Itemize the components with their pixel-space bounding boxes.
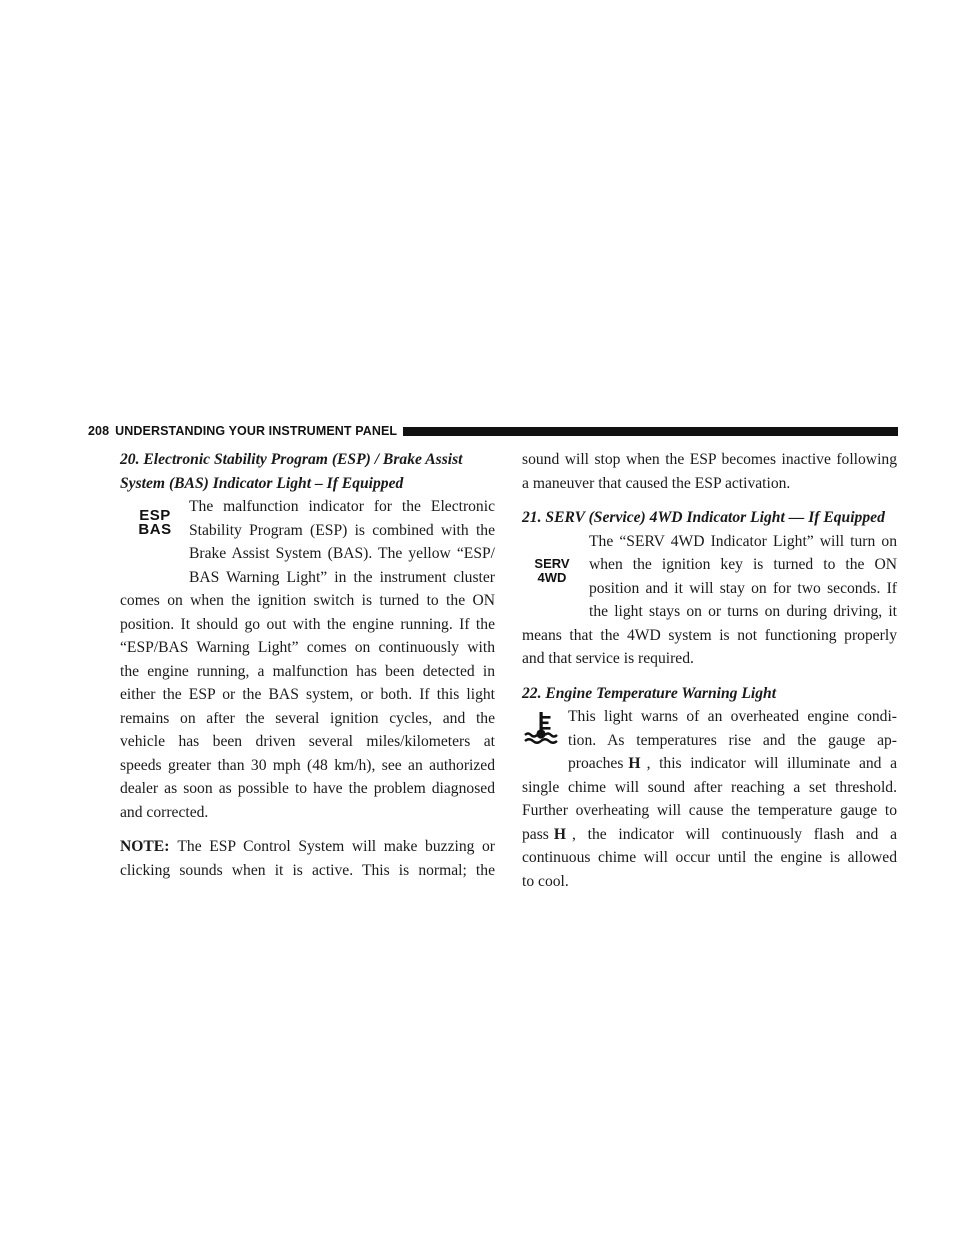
gauge-h-mark: H bbox=[553, 825, 566, 843]
4wd-icon-text: 4WD bbox=[537, 569, 567, 585]
note-line2: clicking sounds when it is active. This is normal; the bbox=[120, 861, 495, 879]
item20-body-line: position. It should go out with the engine running. If the bbox=[120, 615, 495, 633]
item21-heading: 21. SERV (Service) 4WD Indicator Light — If Equipped bbox=[522, 509, 885, 526]
right-column bbox=[522, 448, 897, 893]
note-paragraph bbox=[120, 835, 495, 882]
item21-body-line: means that the 4WD system is not functioning properly bbox=[522, 626, 897, 644]
note-label: NOTE: bbox=[120, 838, 170, 855]
serv-4wd-icon bbox=[527, 557, 577, 585]
gauge-h-mark: H bbox=[628, 755, 641, 772]
item22-body-line: pass H , the indicator will continuously flash and a bbox=[522, 825, 897, 843]
left-column bbox=[120, 448, 495, 882]
serv-icon-text: SERV bbox=[534, 555, 570, 571]
item20-body-line: and corrected. bbox=[120, 803, 209, 821]
page-number: 208 bbox=[88, 424, 110, 438]
header-text bbox=[88, 424, 397, 438]
item20-body-line: speeds greater than 30 mph (48 km/h), see an authorized bbox=[120, 756, 495, 774]
item21-icon-line: the light stays on or turns on during driving, it bbox=[589, 603, 897, 620]
engine-coolant-temperature-icon bbox=[522, 709, 560, 747]
item20-heading-line1: 20. Electronic Stability Program (ESP) / Brake Assist bbox=[120, 451, 463, 468]
item20-body-line: “ESP/BAS Warning Light” comes on continuously with bbox=[120, 639, 495, 656]
item20-body-line: vehicle has been driven several miles/kilometers at bbox=[120, 733, 495, 750]
item21-body bbox=[522, 624, 897, 671]
item21-icon-line: when the ignition key is turned to the ON bbox=[589, 556, 897, 573]
item22-icon-line: This light warns of an overheated engine condi- bbox=[568, 708, 897, 725]
item22-body-line: single chime will sound after reaching a set threshold. bbox=[522, 778, 897, 796]
item20-body-line: either the ESP or the BAS system, or both. If this light bbox=[120, 686, 495, 703]
item21-icon-line: The “SERV 4WD Indicator Light” will turn on bbox=[589, 532, 897, 550]
section-title: UNDERSTANDING YOUR INSTRUMENT PANEL bbox=[115, 424, 398, 438]
item22-body bbox=[522, 776, 897, 894]
item20-icon-line: BAS Warning Light” in the instrument cluster bbox=[189, 568, 495, 586]
page-header bbox=[88, 423, 898, 439]
item20-icon-block bbox=[120, 495, 495, 589]
item20-icon-line: Brake Assist System (BAS). The yellow “ESP/ bbox=[189, 545, 495, 562]
item22-body-line: Further overheating will cause the temperature gauge to bbox=[522, 802, 897, 819]
item22-body-line: to cool. bbox=[522, 872, 569, 890]
item22-icon-line: tion. As temperatures rise and the gauge ap- bbox=[568, 731, 897, 749]
item20-icon-line: The malfunction indicator for the Electronic bbox=[189, 498, 495, 515]
item20-body-line: remains on after the several ignition cycles, and the bbox=[120, 709, 495, 727]
item20-body-line: the engine running, a malfunction has been detected in bbox=[120, 662, 495, 680]
header-rule bbox=[403, 427, 898, 436]
item21-icon-line: position and it will stay on for two seconds. If bbox=[589, 579, 897, 597]
continuation-line: a maneuver that caused the ESP activation. bbox=[522, 474, 791, 492]
item22-heading: 22. Engine Temperature Warning Light bbox=[522, 684, 777, 702]
item20-heading-line2: System (BAS) Indicator Light – If Equipped bbox=[120, 474, 404, 492]
item20-heading bbox=[120, 448, 495, 495]
note-continuation bbox=[522, 448, 897, 495]
item20-icon-line: Stability Program (ESP) is combined with the bbox=[189, 521, 495, 539]
item20-body bbox=[120, 589, 495, 824]
note-line1: The ESP Control System will make buzzing or bbox=[177, 838, 495, 855]
item20-body-line: comes on when the ignition switch is turned to the ON bbox=[120, 592, 495, 609]
item21-icon-block bbox=[522, 530, 897, 624]
item20-body-line: dealer as soon as possible to have the problem diagnosed bbox=[120, 780, 495, 797]
item22-body-line: continuous chime will occur until the engine is allowed bbox=[522, 849, 897, 866]
item21-body-line: and that service is required. bbox=[522, 650, 694, 667]
esp-bas-icon bbox=[135, 509, 175, 537]
item22-icon-line: proaches H , this indicator will illuminate and a bbox=[568, 755, 897, 772]
esp-icon-text: ESP bbox=[139, 507, 171, 524]
item22-icon-block bbox=[522, 705, 897, 776]
bas-icon-text: BAS bbox=[138, 521, 172, 538]
continuation-line: sound will stop when the ESP becomes inactive following bbox=[522, 451, 897, 468]
